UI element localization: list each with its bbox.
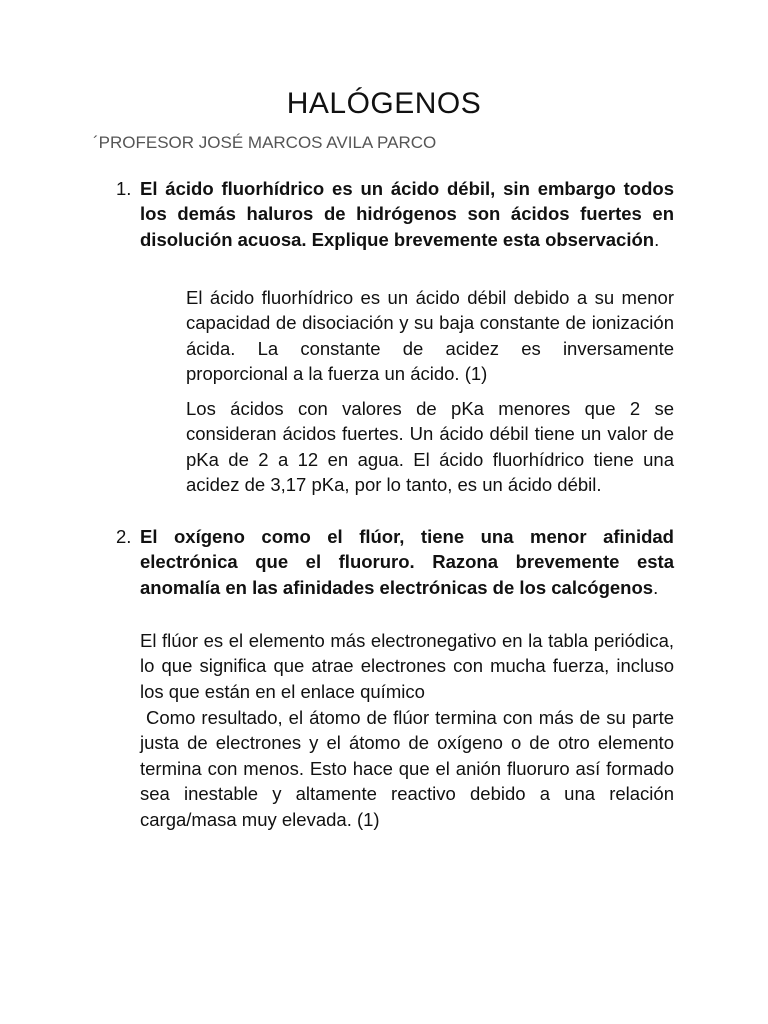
question-text [140, 524, 674, 600]
answer-paragraph: Los ácidos con valores de pKa menores que 2 se consideran ácidos fuertes. Un ácido débil tiene un valor de pKa de 2 a 12 en agua. El ácido fluorhídrico tiene una acidez de 3,17 pKa, por lo tanto, es un ácido débil. [186, 398, 674, 496]
question-number: 2. [116, 526, 132, 547]
question-tail: . [654, 228, 660, 250]
answer-paragraph: El flúor es el elemento más electronegativo en la tabla periódica, lo que significa que atrae electrones con mucha fuerza, incluso los que están en el enlace químico [140, 630, 674, 702]
answer-paragraph: Como resultado, el átomo de flúor termina con más de su parte justa de electrones y el átomo de oxígeno o de otro elemento termina con menos. Esto hace que el anión fluoruro así formado sea inestable y altamente reactivo debido a una relación carga/masa muy elevada. (1) [140, 707, 680, 830]
document-subtitle: ´PROFESOR JOSÉ MARCOS AVILA PARCO [93, 133, 437, 152]
question-text [140, 176, 674, 252]
question-tail: . [653, 576, 659, 598]
answer-paragraph: El ácido fluorhídrico es un ácido débil debido a su menor capacidad de disociación y su baja constante de ionización ácida. La constante de acidez es inversamente proporcional a la fuerza un ácido. (1) [186, 287, 674, 385]
question-bold-text: El oxígeno como el flúor, tiene una menor afinidad electrónica que el fluoruro. Razona brevemente esta anomalía en las afinidades electrónicas de los calcógenos [140, 526, 674, 598]
question-bold-text: El ácido fluorhídrico es un ácido débil, sin embargo todos los demás haluros de hidrógenos son ácidos fuertes en disolución acuosa. Explique brevemente esta observación [140, 178, 674, 250]
document-title: HALÓGENOS [286, 87, 482, 120]
question-number: 1. [116, 178, 132, 199]
